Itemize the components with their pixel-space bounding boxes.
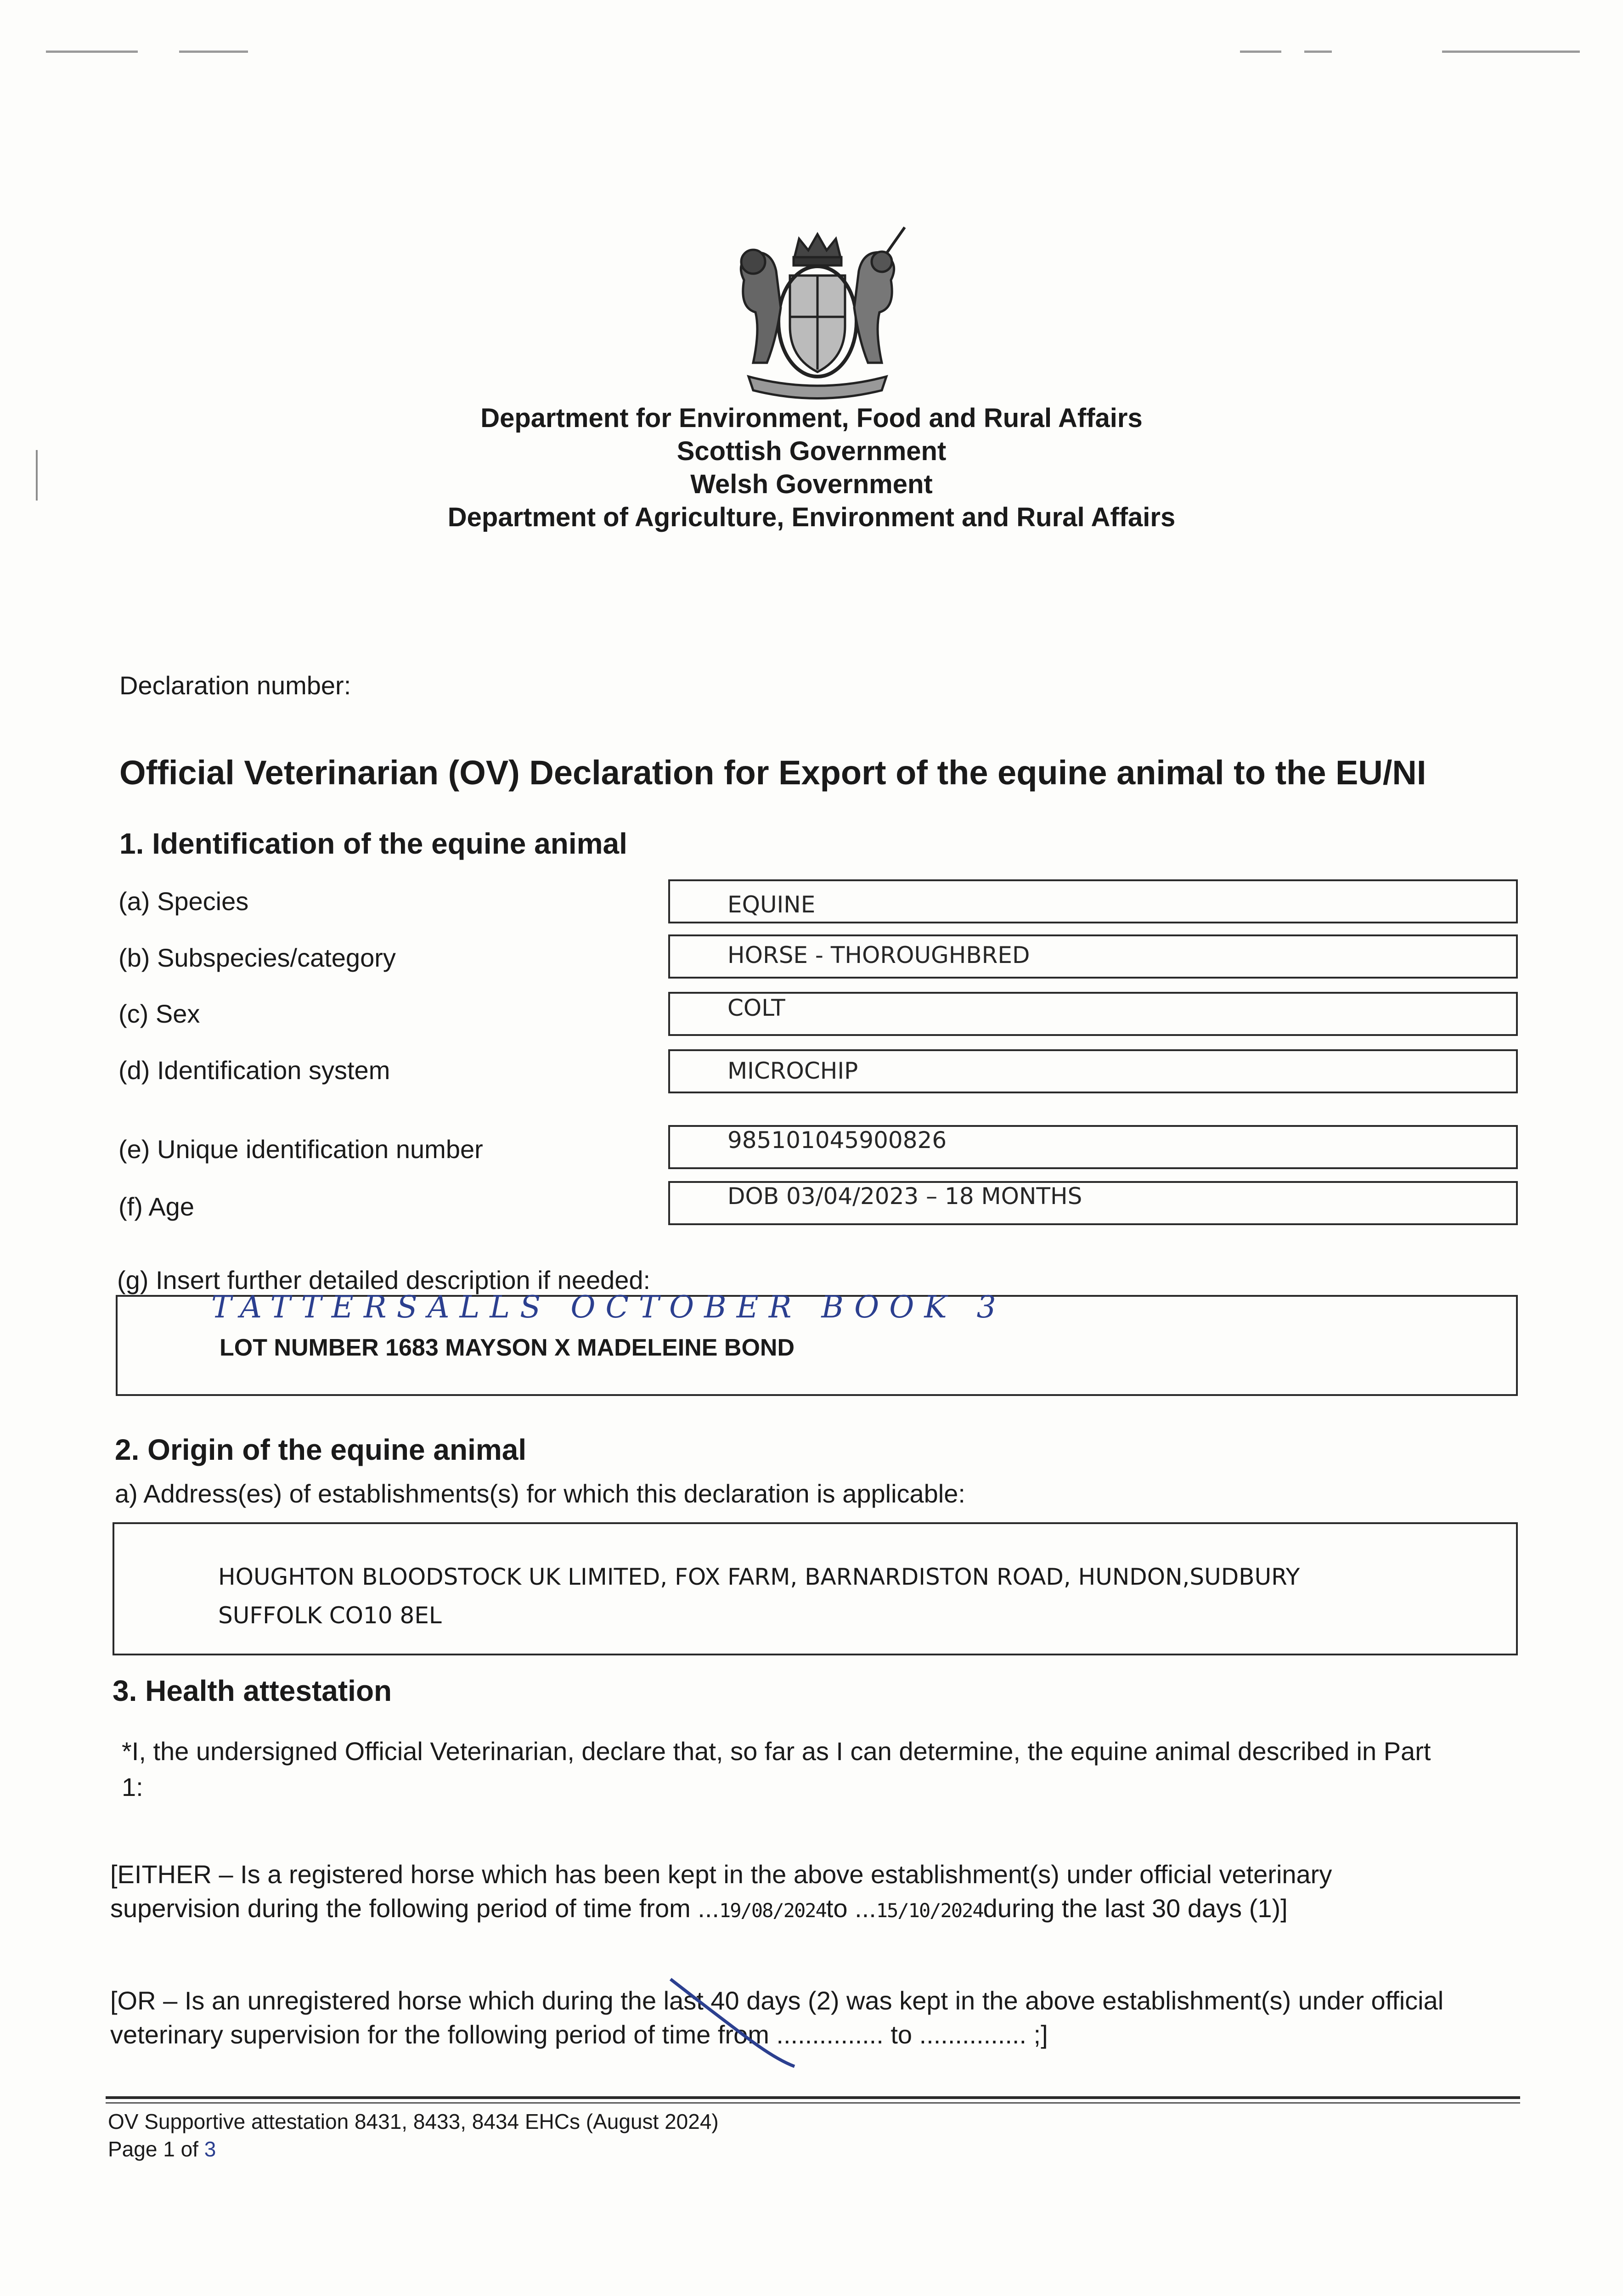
sex-field	[668, 992, 1518, 1036]
section3-heading: 3. Health attestation	[113, 1674, 392, 1707]
either-clause	[110, 1857, 1332, 1928]
section2-subheading: a) Address(es) of establishments(s) for which this declaration is applicable:	[115, 1479, 965, 1508]
section2-heading: 2. Origin of the equine animal	[115, 1433, 527, 1466]
page-title: Official Veterinarian (OV) Declaration for Export of the equine animal to the EU/NI	[119, 754, 1426, 792]
either-to-date: 15/10/2024	[876, 1899, 983, 1922]
age-label: (f) Age	[118, 1192, 194, 1221]
identification-system-value: MICROCHIP	[727, 1058, 858, 1084]
unique-id-field	[668, 1125, 1518, 1169]
age-value: DOB 03/04/2023 – 18 MONTHS	[727, 1183, 1082, 1210]
footer-rule	[106, 2102, 1520, 2104]
attestation-intro	[122, 1733, 1431, 1805]
department-defra: Department for Environment, Food and Rural Affairs	[480, 403, 1143, 433]
address-line: SUFFOLK CO10 8EL	[218, 1602, 442, 1629]
royal-coat-of-arms-icon	[716, 225, 919, 400]
page-prefix: Page 1 of	[108, 2137, 204, 2161]
identification-system-field	[668, 1049, 1518, 1093]
address-text	[218, 1558, 1300, 1635]
either-line	[110, 1891, 1332, 1928]
either-mid: to ...	[826, 1894, 876, 1923]
either-from-date: 19/08/2024	[719, 1899, 826, 1922]
intro-line: 1:	[122, 1773, 143, 1801]
further-description-label: (g) Insert further detailed description if needed:	[117, 1266, 651, 1294]
species-field	[668, 879, 1518, 923]
handwritten-note: TATTERSALLS OCTOBER BOOK 3	[211, 1289, 1006, 1325]
footer-rule	[106, 2096, 1520, 2099]
subspecies-field	[668, 934, 1518, 979]
scan-mark	[1304, 51, 1332, 53]
department-daera: Department of Agriculture, Environment and Rural Affairs	[447, 502, 1176, 532]
sex-value: COLT	[727, 995, 785, 1021]
subspecies-label: (b) Subspecies/category	[118, 943, 396, 972]
species-value: EQUINE	[727, 891, 816, 918]
section1-heading: 1. Identification of the equine animal	[119, 827, 627, 860]
either-post: during the last 30 days (1)]	[983, 1894, 1288, 1923]
strike-through-mark	[643, 1970, 827, 2076]
intro-line: *I, the undersigned Official Veterinarian, declare that, so far as I can determine, the equine animal described in Part	[122, 1737, 1431, 1766]
page-total: 3	[204, 2137, 216, 2161]
scan-mark	[1240, 51, 1281, 53]
department-welsh-government: Welsh Government	[690, 469, 933, 499]
department-scottish-government: Scottish Government	[676, 436, 947, 466]
address-line: HOUGHTON BLOODSTOCK UK LIMITED, FOX FARM, BARNARDISTON ROAD, HUNDON,SUDBURY	[218, 1564, 1300, 1590]
scan-mark	[1442, 51, 1580, 53]
unique-id-value: 985101045900826	[727, 1127, 947, 1154]
scan-mark	[179, 51, 248, 53]
footer-attestation-code: OV Supportive attestation 8431, 8433, 8434 EHCs (August 2024)	[108, 2110, 719, 2133]
scan-mark	[46, 51, 138, 53]
footer-page-number	[108, 2135, 216, 2163]
declaration-number-label: Declaration number:	[119, 671, 351, 700]
species-label: (a) Species	[118, 887, 249, 916]
unique-id-label: (e) Unique identification number	[118, 1135, 483, 1164]
either-line: [EITHER – Is a registered horse which has been kept in the above establishment(s) under official veterinary	[110, 1860, 1332, 1889]
or-line: [OR – Is an unregistered horse which during the last 40 days (2) was kept in the above establishment(s) under official	[110, 1986, 1444, 2015]
either-pre: supervision during the following period of time from ...	[110, 1894, 719, 1923]
age-field	[668, 1181, 1518, 1225]
lot-line: LOT NUMBER 1683 MAYSON X MADELEINE BOND	[220, 1334, 795, 1361]
sex-label: (c) Sex	[118, 999, 200, 1028]
subspecies-value: HORSE - THOROUGHBRED	[727, 942, 1030, 968]
or-line: veterinary supervision for the following period of time from ............... to ............... ;]	[110, 2020, 1048, 2049]
identification-system-label: (d) Identification system	[118, 1056, 390, 1085]
